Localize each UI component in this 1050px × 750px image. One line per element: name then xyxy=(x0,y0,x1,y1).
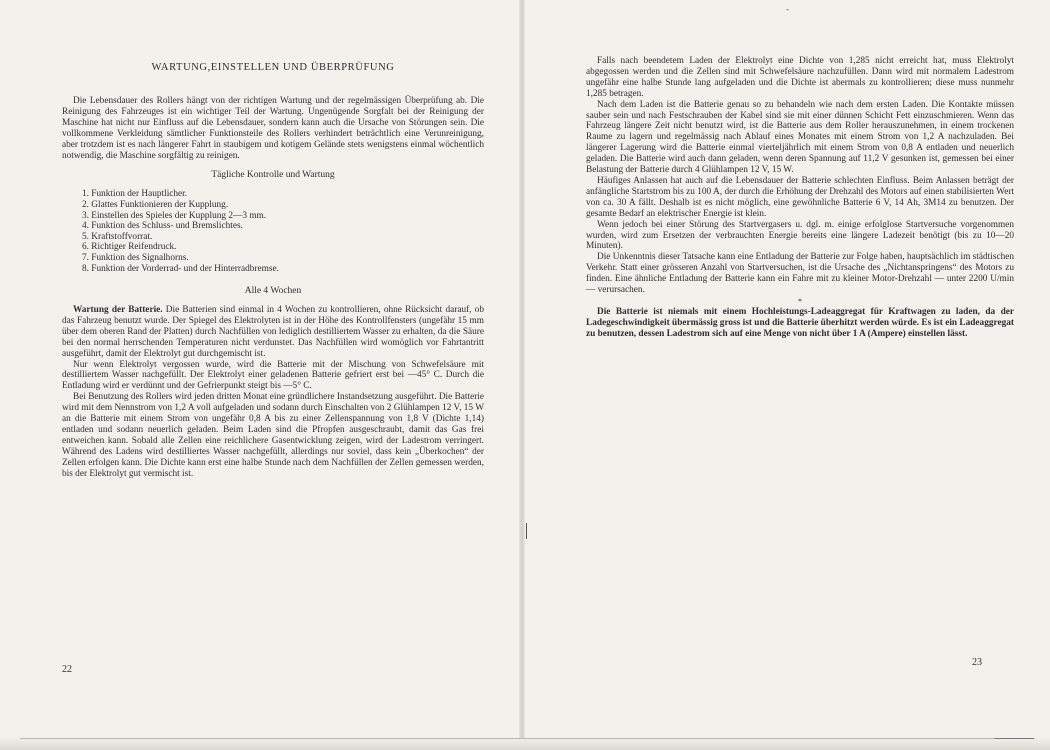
daily-checklist xyxy=(62,189,484,274)
corner-scratch xyxy=(994,732,1038,739)
left-page xyxy=(0,0,520,750)
right-paragraph-1: Falls nach beendetem Laden der Elektrolyt eine Dichte von 1,285 nicht erreicht hat, muss Elektrolyt abgegossen werden und die Zellen sind mit Schwefelsäure nachzufüllen. Dann wird mit normalem Ladestrom ungefähr eine halbe Stunde lang aufgeladen und die Dichte ist abermals zu kontrollieren; diese muss nunmehr 1,285 betragen. xyxy=(586,56,1014,99)
battery-paragraph-3: Bei Benutzung des Rollers wird jeden dritten Monat eine gründlichere Instandsetzung ausgeführt. Die Batterie wird mit dem Nennstrom von 1,2 A voll aufgeladen und sodann durch Einschalten von 2 Glühlampen 12 V, 15 W an die Batterie mit einem Strom von ungefähr 0,8 A bis zu einer Zellenspannung von 1,8 V (Dichte 1,14) entladen und sodann neuerlich geladen. Beim Laden sind die Pfropfen ausgeschraubt, damit das Gas frei entweichen kann. Sobald alle Zellen eine reichlichere Gasentwicklung zeigen, wird der Ladestrom verringert. Während des Ladens wird destilliertes Wasser nachgefüllt, allerdings nur soviel, dass kein „Überkochen“ der Zellen erfolgen kann. Die Dichte kann erst eine halbe Stunde nach dem Nachfüllen der Zellen gemessen werden, bis der Elektrolyt gut vermischt ist. xyxy=(62,392,485,479)
warning-block xyxy=(586,307,1014,340)
battery-paragraph-1 xyxy=(62,305,484,360)
side-tick-mark xyxy=(526,523,527,539)
checklist-item: 2. Glattes Funktionieren der Kupplung. xyxy=(82,199,229,210)
top-dash-mark: - xyxy=(786,4,789,14)
battery-paragraph-2: Nur wenn Elektrolyt vergossen wurde, wird die Batterie mit der Mischung von Schwefelsäure mit destilliertem Wasser nachgefüllt. Der Elektrolyt einer geladenen Batterie gefriert erst bei —45° C. Durch die Entladung wird er verdünnt und der Gefrierpunkt steigt bis —5° C. xyxy=(62,359,484,392)
checklist-item: 7. Funktion des Signalhorns. xyxy=(82,252,189,263)
daily-heading: Tägliche Kontrolle und Wartung xyxy=(211,170,335,181)
page-number-right: 23 xyxy=(972,657,982,668)
battery-lead: Wartung der Batterie. xyxy=(73,305,163,315)
checklist-item: 1. Funktion der Hauptlicher. xyxy=(82,189,188,200)
right-page xyxy=(524,0,1050,750)
intro-paragraph: Die Lebensdauer des Rollers hängt von der richtigen Wartung und der regelmässigen Überprüfung ab. Die Reinigung des Fahrzeuges ist ein wichtiger Teil der Wartung. Ungenügende Sorgfalt bei der Reinigung der Maschine hat nicht nur Einfluss auf die Lebensdauer, sondern kann auch die Ursache von Störungen sein. Die vollkommene Verkleidung sämtlicher Funktionsteile des Rollers verhindert beträchtlich eine Verunreinigung, aber trotzdem ist es nach längerer Fahrt in staubigem und kotigem Gelände stets wenigstens einmal wöchentlich notwendig, die Maschine sorgfältig zu reinigen. xyxy=(62,96,484,161)
page-bottom-line xyxy=(20,738,1030,739)
page-bottom-edge xyxy=(0,738,1050,750)
right-paragraph-4: Wenn jedoch bei einer Störung des Startvergasers u. dgl. m. einige erfolglose Startversuche vorgenommen wurden, wird zum Ersetzen der verbrauchten Energie bereits eine längere Ladezeit benötigt (bis zu 10—20 Minuten). xyxy=(586,219,1014,252)
warning-paragraph: Die Batterie ist niemals mit einem Hochleistungs-Ladeaggregat für Kraftwagen zu laden, da der Ladegeschwindigkeit übermässig gross ist und die Batterie überhitzt werden würde. Es ist ein Ladeaggregat zu benutzen, dessen Ladestrom sich auf eine Menge von nicht über 1 A (Ampere) einstellen lässt. xyxy=(586,306,1014,339)
right-text-column xyxy=(586,56,1014,340)
right-paragraph-5: Die Unkenntnis dieser Tatsache kann eine Entladung der Batterie zur Folge haben, hauptsächlich im städtischen Verkehr. Statt einer grösseren Anzahl von Startversuchen, ist die Ursache des „Nichtanspringens“ des Motors zu finden. Eine ähnliche Entladung der Batterie kann ein Fahre mit zu kleiner Motor-Drehzahl — unter 2200 U/min — verursachen. xyxy=(586,252,1014,296)
checklist-item: 4. Funktion des Schluss- und Bremslichtes. xyxy=(82,221,243,232)
separator-star: * xyxy=(798,296,802,306)
page-number-left: 22 xyxy=(62,664,72,675)
left-text-column xyxy=(62,96,484,480)
checklist-item: 3. Einstellen des Spieles der Kupplung 2—3 mm. xyxy=(82,210,267,221)
checklist-item: 5. Kraftstoffvorrat. xyxy=(82,231,153,242)
checklist-item: 8. Funktion der Vorderrad- und der Hinterradbremse. xyxy=(82,263,279,274)
battery-text-1: Die Batterien sind einmal in 4 Wochen zu kontrollieren, ohne Rücksicht darauf, ob das Fahrzeug benutzt wurde. Der Spiegel des Elektrolyten ist in der Höhe des Kontrollfensters (ungefähr 15 mm über dem oberen Rand der Platten) durch Nachfüllen von lediglich destilliertem Wasser zu erhalten, da die Säure bei den normal herrschenden Temperaturen nicht verdunstet. Das Nachfüllen wird womöglich vor Fahrtantritt ausgeführt, damit der Elektrolyt gut durchgemischt ist. xyxy=(62,305,484,359)
page-title: WARTUNG,EINSTELLEN UND ÜBERPRÜFUNG xyxy=(151,62,395,73)
checklist-item: 6. Richtiger Reifendruck. xyxy=(82,242,177,253)
weekly-heading: Alle 4 Wochen xyxy=(244,286,302,297)
right-paragraph-2: Nach dem Laden ist die Batterie genau so zu behandeln wie nach dem ersten Laden. Die Kontakte müssen sauber sein und nach Festschrauben der Kabel sind sie mit einer dünnen Schicht Fett einzuschmieren. Wenn das Fahrzeug längere Zeit nicht benutzt wird, ist die Batterie aus dem Roller herauszunehmen, in einem trockenen Raume zu lagern und regelmässig nach Ablauf eines Monates mit einem Strom von 1,2 A nachzuladen. Bei längerer Lagerung wird die Batterie einmal vierteljährlich mit einem Strom von 0,8 A entladen und neuerlich geladen. Die Batterie wird auch dann geladen, wenn deren Spannung auf 11,2 V gesunken ist, gemessen bei einer Belastung der Batterie durch 4 Glühlampen 12 V, 15 W. xyxy=(586,99,1014,176)
right-paragraph-3: Häufiges Anlassen hat auch auf die Lebensdauer der Batterie schlechten Einfluss. Beim Anlassen beträgt der anfängliche Startstrom bis zu 100 A, der durch die Erhöhung der Drehzahl des Motors auf einen stabilisierten Wert von ca. 30 A fällt. Deshalb ist es nicht möglich, eine gewöhnliche Batterie 6 V, 14 Ah, 3M14 zu benutzen. Der gesamte Bedarf an elektrischer Energie ist klein. xyxy=(586,175,1014,219)
